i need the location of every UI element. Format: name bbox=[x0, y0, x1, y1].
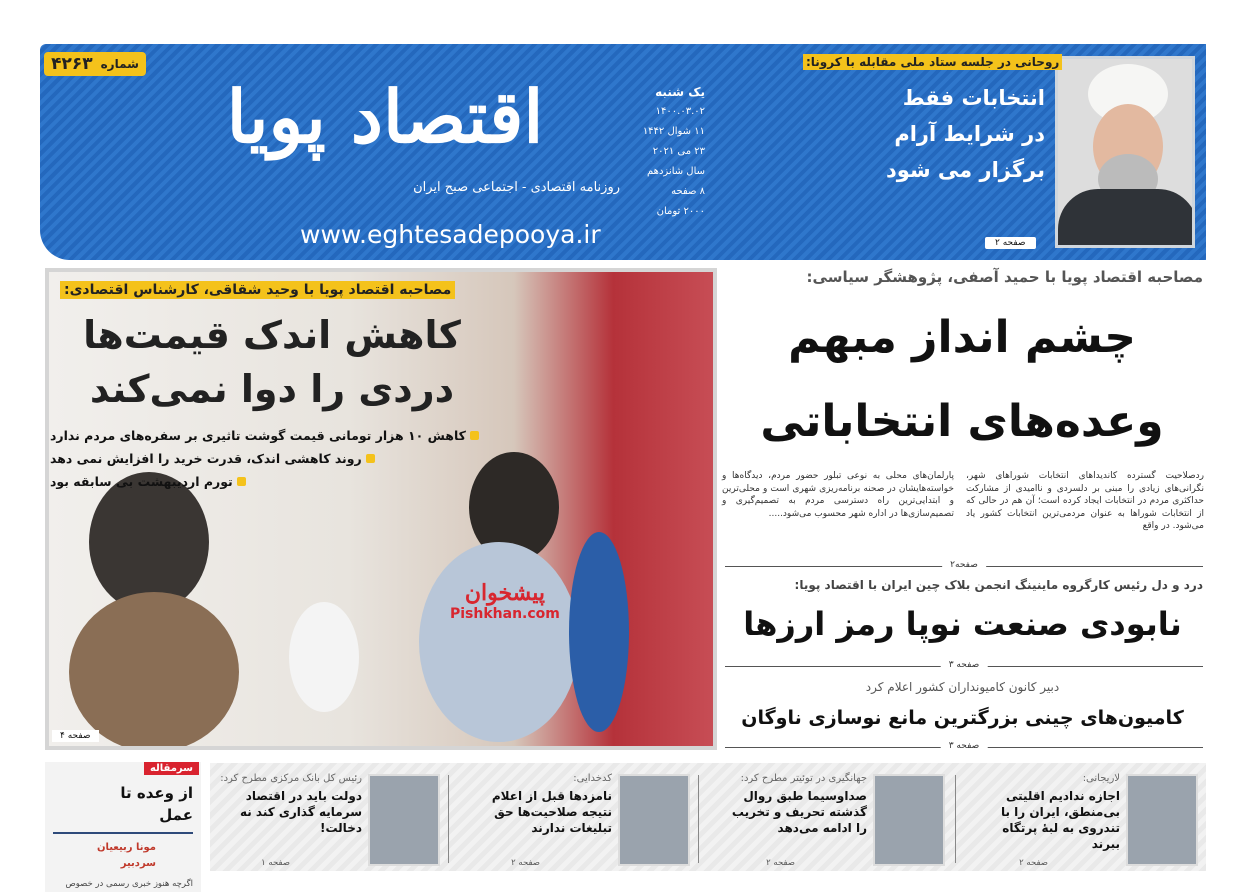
watermark-en: Pishkhan.com bbox=[450, 606, 560, 622]
news-card[interactable] bbox=[720, 770, 945, 870]
story3-kicker: دبیر کانون کامیونداران کشور اعلام کرد bbox=[865, 680, 1060, 694]
date-lunar: ۱۱ شوال ۱۴۴۲ bbox=[642, 126, 705, 137]
divider bbox=[698, 775, 699, 863]
story2-page: صفحه ۳ bbox=[941, 660, 988, 670]
card-headline: دولت باید در اقتصاد سرمایه گذاری کند نه دخالت! bbox=[239, 789, 362, 835]
divider bbox=[725, 560, 1203, 570]
card-page: صفحه ۱ bbox=[261, 858, 290, 868]
card-page: صفحه ۲ bbox=[1019, 858, 1048, 868]
bullet-icon bbox=[237, 477, 246, 486]
issue-badge bbox=[44, 52, 146, 76]
jahangiri-photo bbox=[873, 774, 945, 866]
card-page: صفحه ۲ bbox=[766, 858, 795, 868]
watermark bbox=[450, 580, 560, 622]
rouhani-photo bbox=[1055, 56, 1195, 248]
divider bbox=[53, 832, 193, 834]
newspaper-logo: اقتصاد پویا bbox=[226, 74, 544, 159]
top-story-page: صفحه ۲ bbox=[985, 237, 1036, 249]
watermark-fa: پیشخوان bbox=[464, 580, 546, 606]
main-headline[interactable] bbox=[722, 296, 1202, 464]
main-headline-line-2: وعده‌های انتخاباتی bbox=[760, 396, 1164, 447]
bullet-icon bbox=[366, 454, 375, 463]
website-url[interactable]: www.eghtesadepooya.ir bbox=[300, 220, 601, 249]
date-info bbox=[625, 82, 705, 222]
bullet bbox=[50, 424, 540, 447]
card-kicker: جهانگیری در توئیتر مطرح کرد: bbox=[740, 773, 867, 784]
main-body-left: پارلمان‌های محلی به نوعی تبلور حضور مردم، دیدگاه‌ها و خواسته‌هایشان در صحنه برنامه‌ریزی شهری است و محلی‌ترین و ابتدایی‌ترین راه دسترسی مردم به تصمیم‌گیری و تصمیم‌سازی‌ها در اداره شهر محسوب می‌شود..... bbox=[722, 471, 954, 519]
divider bbox=[448, 775, 449, 863]
editorial-badge: سرمقاله bbox=[144, 762, 199, 775]
bullet-icon bbox=[470, 431, 479, 440]
issue-number: ۴۲۶۳ bbox=[51, 54, 93, 74]
date-gregorian: ۲۳ می ۲۰۲۱ bbox=[652, 146, 705, 157]
news-card[interactable] bbox=[470, 770, 690, 870]
hemmati-photo bbox=[368, 774, 440, 866]
divider bbox=[725, 660, 1203, 670]
bullet-text: تورم اردیبهشت بی سابقه بود bbox=[50, 474, 233, 489]
kadkhodaei-photo bbox=[618, 774, 690, 866]
main-headline-line-1: چشم انداز مبهم bbox=[788, 312, 1136, 363]
page-count: ۸ صفحه bbox=[671, 186, 705, 197]
weekday: یک شنبه bbox=[655, 85, 705, 99]
lead-headline[interactable] bbox=[52, 308, 492, 416]
news-card[interactable] bbox=[215, 770, 440, 870]
larijani-photo bbox=[1126, 774, 1198, 866]
editorial-excerpt: اگرچه هنوز خبری رسمی در خصوص bbox=[65, 879, 193, 889]
main-page: صفحه۲ bbox=[942, 560, 986, 570]
card-headline: نامزدها قبل از اعلام نتیجه صلاحیت‌ها حق تبلیغات ندارند bbox=[491, 789, 612, 835]
story2-kicker: درد و دل رئیس کارگروه ماینینگ انجمن بلاک چین ایران با اقتصاد پویا: bbox=[794, 578, 1203, 592]
bullet bbox=[50, 447, 540, 470]
card-page: صفحه ۲ bbox=[511, 858, 540, 868]
card-kicker: لاریجانی: bbox=[1082, 773, 1120, 784]
divider bbox=[955, 775, 956, 863]
card-headline: صداوسیما طبق روال گذشته تحریف و تخریب را ادامه می‌دهد bbox=[731, 789, 867, 835]
editorial-author: مونا ربیعیان bbox=[96, 842, 156, 853]
lead-headline-line-2: دردی را دوا نمی‌کند bbox=[89, 367, 455, 411]
card-headline: اجازه ندادیم اقلیتی بی‌منطق، ایران را با تندروی به لبهٔ پرتگاه ببرند bbox=[1000, 789, 1120, 851]
editorial-title[interactable]: از وعده تا عمل bbox=[120, 784, 193, 824]
top-story-kicker: روحانی در جلسه ستاد ملی مقابله با کرونا: bbox=[803, 54, 1062, 70]
editorial-role: سردبیر bbox=[120, 858, 156, 869]
date-solar: ۱۴۰۰.۰۳.۰۲ bbox=[655, 106, 705, 117]
story2-headline[interactable]: نابودی صنعت نوپا رمز ارزها bbox=[743, 605, 1182, 643]
main-body-right: ردصلاحیت گسترده کاندیداهای انتخابات شوراهای شهر، نگرانی‌های زیادی را مبنی بر دلسردی و ناامیدی از مشارکت حداکثری مردم در انتخابات ایجاد کرده است؛ آن هم در حالی که از انتخابات شوراها به عنوان مردمی‌ترین انتخابات کشور یاد می‌شود. در واقع bbox=[966, 471, 1204, 531]
lead-kicker: مصاحبه اقتصاد پویا با وحید شقاقی، کارشناس اقتصادی: bbox=[60, 281, 455, 299]
year: سال شانزدهم bbox=[647, 166, 705, 177]
lead-bullets bbox=[50, 424, 540, 493]
issue-label: شماره bbox=[100, 57, 139, 71]
news-card[interactable] bbox=[960, 770, 1198, 870]
story3-headline[interactable]: کامیون‌های چینی بزرگترین مانع نوسازی ناوگان bbox=[741, 707, 1184, 729]
top-story-headline[interactable]: انتخابات فقط در شرایط آرام برگزار می شود bbox=[886, 86, 1045, 182]
price: ۲۰۰۰ تومان bbox=[656, 206, 705, 217]
main-kicker: مصاحبه اقتصاد پویا با حمید آصفی، پژوهشگر سیاسی: bbox=[806, 268, 1203, 286]
tagline: روزنامه اقتصادی - اجتماعی صبح ایران bbox=[413, 180, 620, 195]
editorial bbox=[45, 762, 201, 892]
lead-headline-line-1: کاهش اندک قیمت‌ها bbox=[83, 313, 461, 357]
divider bbox=[725, 741, 1203, 751]
story3-page: صفحه ۳ bbox=[941, 741, 988, 751]
card-kicker: کدخدایی: bbox=[573, 773, 612, 784]
card-kicker: رئیس کل بانک مرکزی مطرح کرد: bbox=[220, 773, 362, 784]
bullet-text: کاهش ۱۰ هزار تومانی قیمت گوشت تاثیری بر سفره‌های مردم ندارد bbox=[50, 428, 466, 443]
bullet bbox=[50, 470, 540, 493]
lead-page: صفحه ۴ bbox=[52, 730, 99, 742]
bullet-text: روند کاهشی اندک، قدرت خرید را افزایش نمی دهد bbox=[50, 451, 362, 466]
